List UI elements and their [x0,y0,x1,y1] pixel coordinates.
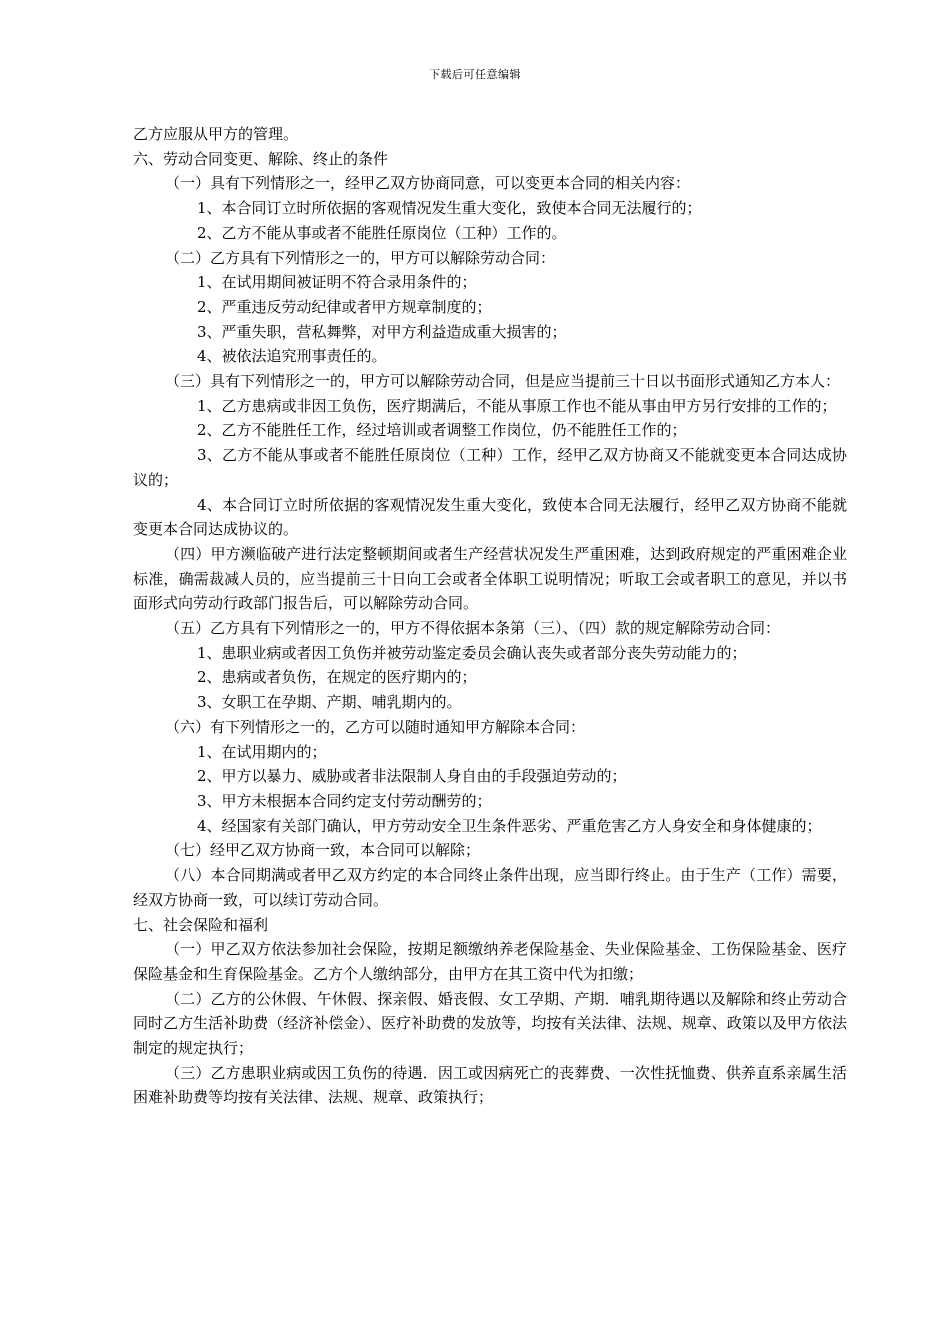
clause-paragraph: 4、本合同订立时所依据的客观情况发生重大变化，致使本合同无法履行，经甲乙双方协商不能就变更本合同达成协议的。 [133,495,847,539]
section-paragraph: 七、社会保险和福利 [133,915,269,934]
clause-paragraph: （八）本合同期满或者甲乙双方约定的本合同终止条件出现，应当即行终止。由于生产（工作）需要，经双方协商一致，可以续订劳动合同。 [133,866,847,909]
clause-paragraph: 3、女职工在孕期、产期、哺乳期内的。 [197,693,462,712]
clause-paragraph: 4、被依法追究刑事责任的。 [197,347,387,366]
clause-paragraph: 1、在试用期间被证明不符合录用条件的； [197,273,477,292]
clause-paragraph: 2、乙方不能从事或者不能胜任原岗位（工种）工作的。 [197,223,567,242]
clause-paragraph: 3、乙方不能从事或者不能胜任原岗位（工种）工作，经甲乙双方协商又不能就变更本合同达成协议的； [133,446,847,489]
clause-paragraph: 4、经国家有关部门确认，甲方劳动安全卫生条件恶劣、严重危害乙方人身安全和身体健康的； [197,816,822,835]
clause-paragraph: 2、患病或者负伤，在规定的医疗期内的； [197,668,477,687]
section-paragraph: 六、劳动合同变更、解除、终止的条件 [133,149,389,168]
clause-paragraph: 1、在试用期内的； [197,742,327,761]
clause-paragraph: 3、严重失职，营私舞弊，对甲方利益造成重大损害的； [197,322,567,341]
page-header: 下载后可任意编辑 [429,68,521,81]
document-body [133,122,847,1110]
clause-paragraph: 1、本合同订立时所依据的客观情况发生重大变化，致使本合同无法履行的； [197,199,702,218]
clause-paragraph: （五）乙方具有下列情形之一的，甲方不得依据本条第（三）、（四）款的规定解除劳动合同： [165,619,781,638]
clause-paragraph: （三）具有下列情形之一的，甲方可以解除劳动合同，但是应当提前三十日以书面形式通知乙方本人： [165,372,841,391]
clause-paragraph: （一）具有下列情形之一，经甲乙双方协商同意，可以变更本合同的相关内容： [165,174,691,193]
clause-paragraph: （一）甲乙双方依法参加社会保险，按期足额缴纳养老保险基金、失业保险基金、工伤保险基金、医疗保险基金和生育保险基金。乙方个人缴纳部分，由甲方在其工资中代为扣缴； [133,940,847,983]
clause-paragraph: 2、严重违反劳动纪律或者甲方规章制度的； [197,297,492,316]
clause-paragraph: （六）有下列情形之一的，乙方可以随时通知甲方解除本合同： [165,717,586,736]
clause-paragraph: 2、甲方以暴力、威胁或者非法限制人身自由的手段强迫劳动的； [197,767,627,786]
clause-paragraph: （七）经甲乙双方协商一致，本合同可以解除； [165,841,481,860]
clause-paragraph: （二）乙方的公休假、午休假、探亲假、婚丧假、女工孕期、产期．哺乳期待遇以及解除和终止劳动合同时乙方生活补助费（经济补偿金）、医疗补助费的发放等，均按有关法律、法规、规章、政策以及甲方依法制定的规定执行； [133,989,847,1058]
clause-paragraph: 1、患职业病或者因工负伤并被劳动鉴定委员会确认丧失或者部分丧失劳动能力的； [197,643,747,662]
section-paragraph: 乙方应服从甲方的管理。 [133,125,299,143]
clause-paragraph: （四）甲方濒临破产进行法定整顿期间或者生产经营状况发生严重困难，达到政府规定的严重困难企业标准，确需裁减人员的，应当提前三十日向工会或者全体职工说明情况；听取工会或者职工的意见，并以书面形式向劳动行政部门报告后，可以解除劳动合同。 [133,544,847,613]
clause-paragraph: 3、甲方未根据本合同约定支付劳动酬劳的； [197,791,492,810]
clause-paragraph: （二）乙方具有下列情形之一的，甲方可以解除劳动合同： [165,248,556,267]
clause-paragraph: 1、乙方患病或非因工负伤，医疗期满后，不能从事原工作也不能从事由甲方另行安排的工作的； [197,396,837,415]
clause-paragraph: 2、乙方不能胜任工作，经过培训或者调整工作岗位，仍不能胜任工作的； [197,421,687,440]
clause-paragraph: （三）乙方患职业病或因工负伤的待遇．因工或因病死亡的丧葬费、一次性抚恤费、供养直系亲属生活困难补助费等均按有关法律、法规、规章、政策执行； [133,1063,847,1107]
